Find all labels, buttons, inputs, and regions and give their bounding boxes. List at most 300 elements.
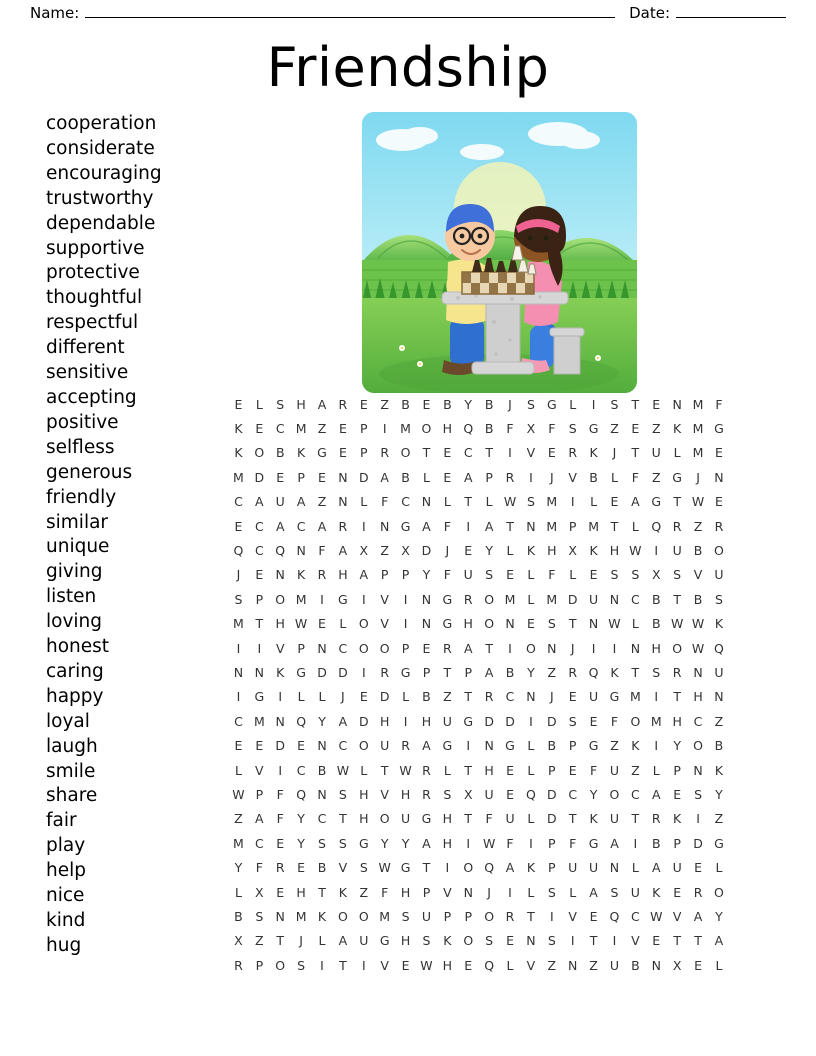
word-search-cell[interactable]: C [338,738,348,754]
word-search-cell[interactable]: N [338,469,348,485]
word-search-cell[interactable]: D [546,713,557,729]
word-search-cell[interactable]: R [672,664,682,680]
word-search-cell[interactable]: U [484,786,494,802]
word-search-cell[interactable]: L [360,762,368,778]
word-search-cell[interactable]: Z [547,664,557,680]
word-search-cell[interactable]: E [443,445,452,461]
word-search-cell[interactable]: I [508,640,512,656]
name-write-line[interactable] [85,6,615,18]
word-search-cell[interactable]: P [673,762,681,778]
word-search-cell[interactable]: L [527,811,535,827]
word-search-cell[interactable]: H [484,762,494,778]
word-search-cell[interactable]: D [358,713,369,729]
word-search-cell[interactable]: C [254,835,264,851]
word-search-cell[interactable]: W [420,957,433,973]
word-search-cell[interactable]: Q [233,543,244,559]
word-search-cell[interactable]: L [527,567,535,583]
word-search-cell[interactable]: C [254,518,264,534]
word-search-cell[interactable]: Z [589,957,598,973]
word-search-cell[interactable]: L [652,762,660,778]
word-search-cell[interactable]: C [505,689,515,705]
word-search-cell[interactable]: I [529,469,533,485]
word-search-cell[interactable]: K [276,664,285,680]
word-search-cell[interactable]: L [422,469,430,485]
word-search-cell[interactable]: L [569,884,577,900]
word-search-cell[interactable]: P [548,762,556,778]
word-search-cell[interactable]: G [588,835,599,851]
word-search-cell[interactable]: K [673,421,682,437]
word-search-cell[interactable]: I [403,616,408,632]
word-search-cell[interactable]: L [443,494,451,510]
word-search-cell[interactable]: H [463,616,473,632]
word-search-cell[interactable]: S [297,957,306,973]
word-search-cell[interactable]: E [234,396,243,412]
word-search-cell[interactable]: Z [651,421,661,437]
word-search-cell[interactable]: P [568,738,577,754]
word-search-cell[interactable]: Z [234,811,243,827]
word-search-cell[interactable]: W [670,616,684,632]
word-search-cell[interactable]: Z [714,811,724,827]
word-search-cell[interactable]: N [714,469,724,485]
word-search-cell[interactable]: U [275,494,285,510]
word-search-cell[interactable]: K [234,445,243,461]
word-search-cell[interactable]: V [443,884,452,900]
word-search-cell[interactable]: R [380,445,390,461]
word-search-cell[interactable]: K [589,811,598,827]
word-search-cell[interactable]: V [255,762,264,778]
word-search-cell[interactable]: M [233,835,244,851]
word-search-cell[interactable]: U [442,713,452,729]
word-search-cell[interactable]: V [380,591,389,607]
word-search-cell[interactable]: K [652,884,661,900]
word-search-cell[interactable]: P [255,591,264,607]
word-search-cell[interactable]: E [652,933,661,949]
word-search-cell[interactable]: T [380,762,389,778]
word-search-cell[interactable]: T [339,811,347,827]
word-search-cell[interactable]: L [610,469,618,485]
word-search-cell[interactable]: U [672,860,682,876]
word-search-cell[interactable]: T [610,518,619,534]
word-search-cell[interactable]: X [568,543,577,559]
word-search-cell[interactable]: C [317,811,327,827]
word-search-cell[interactable]: N [526,518,536,534]
word-search-cell[interactable]: M [546,518,558,534]
word-search-cell[interactable]: N [693,664,703,680]
word-search-cell[interactable]: N [317,738,327,754]
word-search-cell[interactable]: L [318,689,326,705]
word-search-cell[interactable]: B [693,591,703,607]
word-search-cell[interactable]: T [694,933,702,949]
word-search-cell[interactable]: L [506,957,514,973]
word-search-cell[interactable]: R [714,518,724,534]
word-search-cell[interactable]: R [672,518,682,534]
word-search-cell[interactable]: E [359,689,368,705]
word-search-cell[interactable]: S [673,567,682,583]
word-search-cell[interactable]: C [401,494,410,510]
word-search-cell[interactable]: S [694,786,702,802]
word-search-cell[interactable]: E [694,957,702,973]
word-search-cell[interactable]: E [276,884,285,900]
word-search-cell[interactable]: Y [715,786,723,802]
word-search-cell[interactable]: N [568,957,578,973]
word-search-cell[interactable]: V [275,640,285,656]
word-search-cell[interactable]: T [464,494,473,510]
word-search-cell[interactable]: T [422,445,431,461]
word-search-cell[interactable]: A [610,835,619,851]
word-search-cell[interactable]: A [255,811,264,827]
word-search-cell[interactable]: R [463,591,473,607]
word-search-cell[interactable]: E [318,616,326,632]
word-search-cell[interactable]: F [548,567,556,583]
word-search-cell[interactable]: N [317,640,327,656]
word-search-cell[interactable]: A [338,543,348,559]
word-search-cell[interactable]: L [506,543,514,559]
word-search-cell[interactable]: V [631,933,640,949]
word-search-cell[interactable]: Z [651,469,661,485]
word-search-cell[interactable]: A [296,494,306,510]
word-search-cell[interactable]: C [296,762,306,778]
word-search-cell[interactable]: B [714,738,724,754]
word-search-cell[interactable]: R [505,469,515,485]
word-search-cell[interactable]: J [549,469,554,485]
word-search-cell[interactable]: C [568,786,578,802]
word-search-cell[interactable]: A [422,518,431,534]
word-search-cell[interactable]: Z [547,957,557,973]
word-search-cell[interactable]: B [505,664,515,680]
word-search-cell[interactable]: N [338,494,348,510]
word-search-cell[interactable]: T [318,884,326,900]
word-search-cell[interactable]: L [402,689,410,705]
word-search-cell[interactable]: M [379,908,391,924]
word-search-cell[interactable]: U [400,811,411,827]
word-search-cell[interactable]: D [546,786,557,802]
word-search-cell[interactable]: J [570,640,575,656]
word-search-cell[interactable]: Y [380,835,389,851]
word-search-cell[interactable]: E [276,469,285,485]
word-search-cell[interactable]: P [360,421,368,437]
word-search-cell[interactable]: T [631,445,640,461]
word-search-cell[interactable]: T [673,933,681,949]
word-search-cell[interactable]: O [358,616,369,632]
word-search-cell[interactable]: P [673,835,681,851]
word-search-cell[interactable]: M [692,445,704,461]
word-search-cell[interactable]: I [382,421,387,437]
word-search-cell[interactable]: L [234,762,242,778]
word-search-cell[interactable]: O [463,933,474,949]
word-search-cell[interactable]: G [588,738,599,754]
word-search-cell[interactable]: H [400,786,411,802]
word-search-cell[interactable]: U [421,908,432,924]
word-search-cell[interactable]: B [651,835,661,851]
word-search-cell[interactable]: G [400,664,411,680]
word-search-cell[interactable]: J [445,543,450,559]
word-search-cell[interactable]: U [568,860,578,876]
word-search-cell[interactable]: M [546,591,558,607]
word-search-cell[interactable]: W [336,762,350,778]
word-search-cell[interactable]: W [691,616,705,632]
word-search-cell[interactable]: H [296,884,306,900]
word-search-cell[interactable]: S [714,591,723,607]
word-search-cell[interactable]: I [403,713,408,729]
word-search-cell[interactable]: R [422,762,431,778]
word-search-cell[interactable]: E [694,860,702,876]
word-search-cell[interactable]: R [693,884,703,900]
word-search-cell[interactable]: M [295,591,307,607]
word-search-cell[interactable]: E [526,616,535,632]
word-search-cell[interactable]: I [612,640,617,656]
word-search-cell[interactable]: T [485,640,493,656]
word-search-cell[interactable]: E [255,421,264,437]
word-search-cell[interactable]: A [380,469,389,485]
word-search-cell[interactable]: L [527,591,535,607]
word-search-cell[interactable]: D [505,713,515,729]
word-search-cell[interactable]: U [463,567,473,583]
word-search-cell[interactable]: J [508,396,512,412]
word-search-cell[interactable]: N [609,591,620,607]
word-search-cell[interactable]: A [484,518,494,534]
word-search-cell[interactable]: O [630,713,641,729]
word-search-cell[interactable]: T [589,933,598,949]
word-search-cell[interactable]: K [631,738,640,754]
word-search-cell[interactable]: T [631,664,640,680]
word-search-cell[interactable]: Q [296,786,307,802]
word-search-cell[interactable]: K [317,908,327,924]
word-search-cell[interactable]: K [338,884,347,900]
word-search-cell[interactable]: E [255,567,264,583]
word-search-cell[interactable]: B [275,445,285,461]
word-search-cell[interactable]: E [547,445,556,461]
word-search-cell[interactable]: L [569,567,577,583]
word-search-cell[interactable]: I [570,933,575,949]
word-search-cell[interactable]: W [482,835,496,851]
word-search-cell[interactable]: P [360,445,368,461]
word-search-cell[interactable]: B [401,396,410,412]
word-search-cell[interactable]: Y [485,543,493,559]
word-search-cell[interactable]: Z [693,518,703,534]
word-search-cell[interactable]: E [589,713,598,729]
word-search-cell[interactable]: O [379,811,390,827]
word-search-cell[interactable]: N [630,640,641,656]
word-search-cell[interactable]: I [570,494,575,510]
word-search-cell[interactable]: B [317,762,327,778]
word-search-cell[interactable]: I [361,591,366,607]
word-search-cell[interactable]: H [442,421,453,437]
word-search-cell[interactable]: B [422,689,431,705]
word-search-cell[interactable]: Y [464,396,473,412]
word-search-cell[interactable]: X [463,786,473,802]
word-search-cell[interactable]: P [548,860,556,876]
word-search-cell[interactable]: R [443,640,452,656]
word-search-cell[interactable]: T [422,860,431,876]
word-search-cell[interactable]: V [526,957,536,973]
word-search-cell[interactable]: A [255,494,264,510]
word-search-cell[interactable]: B [317,860,327,876]
word-search-cell[interactable]: L [485,494,493,510]
word-search-cell[interactable]: E [464,543,473,559]
word-search-cell[interactable]: N [547,640,557,656]
word-search-cell[interactable]: B [631,957,640,973]
word-search-cell[interactable]: Y [318,713,326,729]
word-search-cell[interactable]: U [630,884,640,900]
word-search-cell[interactable]: A [631,494,640,510]
word-search-cell[interactable]: L [339,616,347,632]
word-search-cell[interactable]: I [633,835,638,851]
word-search-cell[interactable]: I [320,591,324,607]
word-search-cell[interactable]: L [569,396,577,412]
word-search-cell[interactable]: S [547,884,556,900]
word-search-cell[interactable]: W [608,616,621,632]
word-search-cell[interactable]: I [466,835,471,851]
word-search-cell[interactable]: V [568,469,577,485]
word-search-cell[interactable]: F [276,811,284,827]
word-search-cell[interactable]: J [341,689,345,705]
word-search-cell[interactable]: F [485,811,493,827]
word-search-cell[interactable]: D [693,835,703,851]
word-search-cell[interactable]: L [673,445,681,461]
word-search-cell[interactable]: D [484,713,494,729]
word-search-cell[interactable]: Q [714,640,724,656]
word-search-cell[interactable]: E [359,396,368,412]
word-search-cell[interactable]: L [360,494,368,510]
word-search-cell[interactable]: G [254,689,265,705]
word-search-cell[interactable]: T [485,445,493,461]
word-search-cell[interactable]: S [338,835,347,851]
word-search-cell[interactable]: D [338,664,348,680]
word-search-cell[interactable]: H [442,811,453,827]
word-search-cell[interactable]: K [297,445,306,461]
word-search-cell[interactable]: B [443,396,452,412]
word-search-cell[interactable]: Z [380,396,389,412]
word-search-cell[interactable]: I [320,957,324,973]
word-search-cell[interactable]: O [421,421,432,437]
word-search-cell[interactable]: H [421,713,432,729]
word-search-cell[interactable]: W [691,494,705,510]
word-search-cell[interactable]: P [297,640,305,656]
word-search-cell[interactable]: Z [380,543,389,559]
word-search-cell[interactable]: G [505,738,515,754]
word-search-cell[interactable]: C [631,786,640,802]
word-search-cell[interactable]: Q [484,957,495,973]
word-search-cell[interactable]: J [487,884,491,900]
word-search-cell[interactable]: J [299,933,303,949]
word-search-cell[interactable]: G [358,835,369,851]
word-search-cell[interactable]: R [338,518,348,534]
word-search-cell[interactable]: N [380,518,390,534]
word-search-cell[interactable]: L [631,518,639,534]
word-search-cell[interactable]: M [588,518,599,534]
word-search-cell[interactable]: P [422,884,431,900]
word-search-cell[interactable]: U [505,811,515,827]
word-search-cell[interactable]: N [317,786,327,802]
word-search-cell[interactable]: G [338,591,348,607]
word-search-cell[interactable]: S [443,786,452,802]
word-search-cell[interactable]: E [297,738,306,754]
word-search-cell[interactable]: H [672,713,682,729]
word-search-cell[interactable]: K [610,664,619,680]
word-search-cell[interactable]: I [529,713,533,729]
word-search-cell[interactable]: Y [589,786,598,802]
word-search-cell[interactable]: S [359,860,368,876]
word-search-cell[interactable]: F [381,494,389,510]
word-search-cell[interactable]: O [463,860,474,876]
word-search-cell[interactable]: I [236,689,241,705]
word-search-cell[interactable]: H [338,567,348,583]
word-search-cell[interactable]: K [714,762,724,778]
word-search-cell[interactable]: F [318,543,326,559]
word-search-cell[interactable]: T [568,811,577,827]
word-search-cell[interactable]: L [234,884,242,900]
word-search-cell[interactable]: U [589,689,599,705]
word-search-cell[interactable]: M [546,494,558,510]
word-search-cell[interactable]: A [505,860,515,876]
word-search-cell[interactable]: E [234,738,243,754]
word-search-cell[interactable]: I [445,860,450,876]
word-search-cell[interactable]: Z [359,884,369,900]
word-search-cell[interactable]: F [443,567,451,583]
word-search-cell[interactable]: T [339,957,347,973]
word-search-cell[interactable]: A [651,786,661,802]
word-search-cell[interactable]: B [484,421,494,437]
word-search-cell[interactable]: X [255,884,264,900]
word-search-cell[interactable]: O [358,908,369,924]
word-search-cell[interactable]: I [257,640,262,656]
word-search-cell[interactable]: M [629,689,641,705]
word-search-cell[interactable]: T [506,518,514,534]
word-search-cell[interactable]: Z [317,494,327,510]
word-search-cell[interactable]: V [568,908,577,924]
word-search-cell[interactable]: F [569,835,577,851]
word-search-cell[interactable]: I [466,518,471,534]
word-search-cell[interactable]: G [400,860,411,876]
word-search-cell[interactable]: E [506,567,514,583]
word-search-cell[interactable]: A [422,835,431,851]
word-search-cell[interactable]: X [672,957,682,973]
word-search-cell[interactable]: Y [673,738,681,754]
word-search-cell[interactable]: P [255,957,264,973]
word-search-cell[interactable]: E [506,933,514,949]
word-search-cell[interactable]: P [485,469,493,485]
word-search-cell[interactable]: F [381,884,389,900]
word-search-cell[interactable]: A [422,738,431,754]
word-search-cell[interactable]: P [568,518,577,534]
word-search-cell[interactable]: L [631,860,639,876]
word-search-cell[interactable]: Y [527,664,535,680]
word-search-cell[interactable]: R [317,567,327,583]
word-search-cell[interactable]: T [255,616,264,632]
word-search-cell[interactable]: N [275,908,285,924]
word-search-cell[interactable]: N [275,567,285,583]
word-search-cell[interactable]: Z [714,713,724,729]
word-search-cell[interactable]: Y [401,835,410,851]
word-search-cell[interactable]: L [297,689,305,705]
word-search-cell[interactable]: L [527,738,535,754]
word-search-cell[interactable]: P [422,664,431,680]
word-search-cell[interactable]: O [714,543,724,559]
word-search-cell[interactable]: D [546,811,557,827]
word-search-cell[interactable]: R [234,957,243,973]
word-search-cell[interactable]: N [526,689,536,705]
word-search-cell[interactable]: N [421,616,432,632]
word-search-cell[interactable]: A [484,664,494,680]
word-search-cell[interactable]: Q [525,786,536,802]
word-search-cell[interactable]: G [442,591,453,607]
word-search-cell[interactable]: L [255,396,263,412]
word-search-cell[interactable]: E [568,762,577,778]
word-search-cell[interactable]: N [484,738,494,754]
word-search-cell[interactable]: A [317,396,327,412]
word-search-cell[interactable]: I [591,396,596,412]
word-search-cell[interactable]: A [317,518,327,534]
